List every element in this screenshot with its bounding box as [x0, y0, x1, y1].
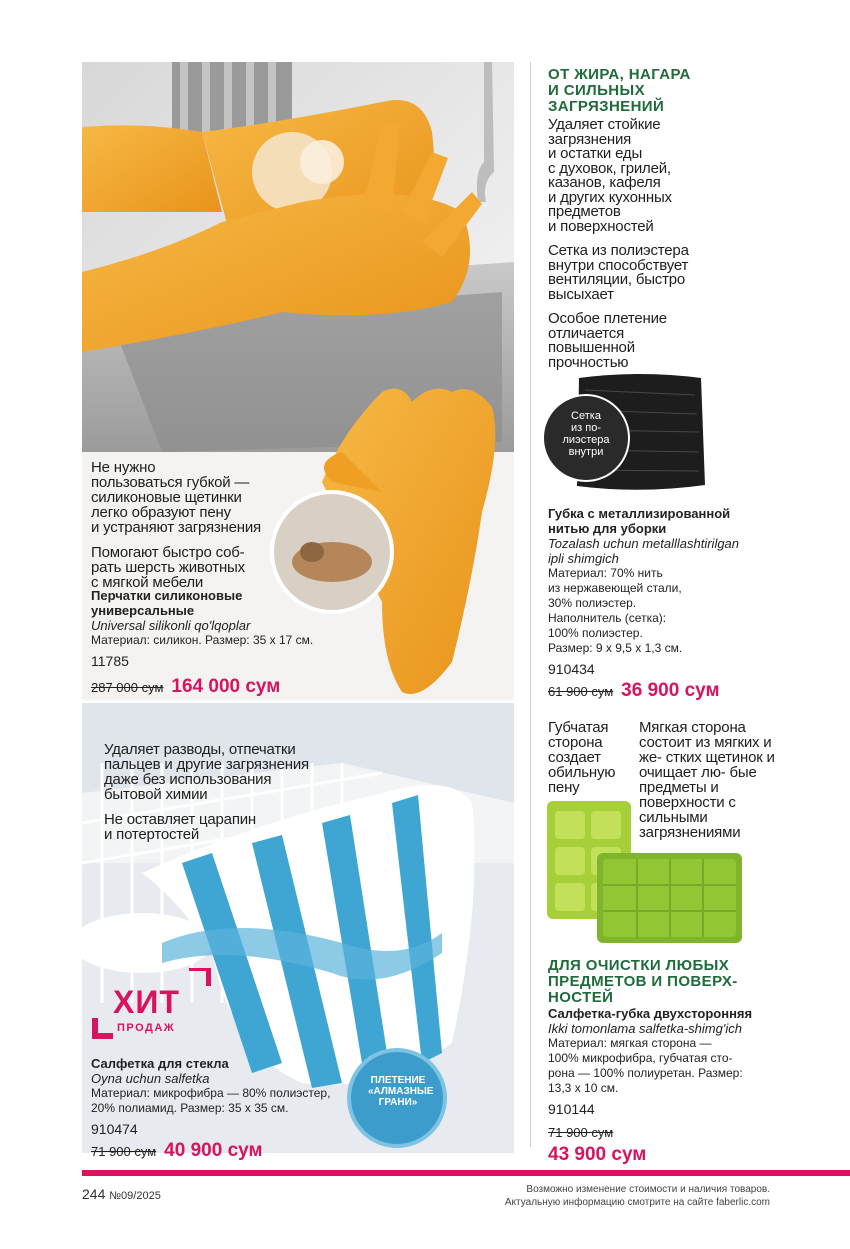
- glass-cloth-benefits: [104, 742, 374, 852]
- double-sponge-name: Салфетка-губка двухсторонняя: [548, 1006, 753, 1021]
- glass-cloth-name: Салфетка для стекла: [91, 1056, 229, 1071]
- double-sponge-new-price: 43 900 сум: [548, 1144, 647, 1165]
- double-sponge-old-price-text: 71 900 сум: [548, 1125, 614, 1140]
- gloves-code: 11785: [91, 653, 129, 669]
- sponge-metal-price: [548, 680, 808, 702]
- hit-label: ХИТ: [113, 984, 180, 1020]
- gloves-benefit-1: Не нужно пользоваться губкой — силиконовые щетинки легко образуют пену и устраняют загрязнения: [91, 459, 261, 536]
- double-sponge-code: 910144: [548, 1101, 595, 1117]
- double-sponge-left-label: Губчатая сторона создает обильную пену: [548, 719, 616, 796]
- gloves-product-info: [91, 588, 391, 698]
- glass-cloth-price: [91, 1140, 381, 1162]
- gloves-old-price: 287 000 сум: [91, 680, 164, 695]
- sponge-metal-benefit-2: Сетка из полиэстера внутри способствует вентиляции, быстро высыхает: [548, 242, 689, 303]
- diamond-weave-badge: ПЛЕТЕНИЕ «АЛМАЗНЫЕ ГРАНИ»: [368, 1075, 434, 1108]
- glass-cloth-product-info: [91, 1056, 381, 1162]
- page-number: 244: [82, 1186, 106, 1202]
- sponge-metal-old-price: 61 900 сум: [548, 684, 614, 699]
- gloves-price: [91, 676, 391, 698]
- footer-accent-bar: [82, 1170, 850, 1176]
- glass-cloth-benefit-1: Удаляет разводы, отпечатки пальцев и другие загрязнения даже без использования бытовой химии: [104, 741, 309, 803]
- glass-cloth-new-price: 40 900 сум: [164, 1140, 263, 1161]
- sponge-metal-benefits: [548, 118, 828, 380]
- gloves-benefit-2: Помогают быстро соб- рать шерсть животных с мягкой мебели: [91, 544, 245, 591]
- gloves-material: Материал: силикон. Размер: 35 x 17 см.: [91, 633, 314, 647]
- glass-cloth-name-uz: Oyna uchun salfetka: [91, 1071, 210, 1086]
- gloves-benefits: [91, 460, 331, 600]
- sponge-metal-title: ОТ ЖИРА, НАГАРА И СИЛЬНЫХ ЗАГРЯЗНЕНИЙ: [548, 66, 691, 115]
- sponge-metal-name: Губка с металлизированной нитью для уборки: [548, 506, 731, 536]
- double-sponge-name-uz: Ikki tomonlama salfetka-shimg'ich: [548, 1021, 742, 1036]
- hit-badge: [91, 968, 211, 1040]
- double-sponge-title: ДЛЯ ОЧИСТКИ ЛЮБЫХ ПРЕДМЕТОВ И ПОВЕРХ- НОСТЕЙ: [548, 957, 738, 1006]
- glass-cloth-material: Материал: микрофибра — 80% полиэстер, 20% полиамид. Размер: 35 x 35 см.: [91, 1086, 331, 1115]
- double-sponge-photo: [545, 795, 745, 945]
- double-sponge-old-price: [548, 1124, 808, 1142]
- sponge-metal-code: 910434: [548, 661, 595, 677]
- gloves-new-price: 164 000 сум: [171, 676, 281, 697]
- gloves-name: Перчатки силиконовые универсальные: [91, 588, 243, 618]
- sponge-metal-product-info: [548, 506, 808, 702]
- sponge-metal-name-uz: Tozalash uchun metalllashtirilgan ipli shimgich: [548, 536, 740, 566]
- footer-note: Возможно изменение стоимости и наличия товаров. Актуальную информацию смотрите на сайте faberlic.com: [504, 1184, 770, 1208]
- glass-cloth-old-price: 71 900 сум: [91, 1144, 157, 1159]
- double-sponge-right-label: Мягкая сторона состоит из мягких и же- стких щетинок и очищает лю- бые предметы и поверхности с сильными загрязнениями: [639, 719, 775, 841]
- issue-number: №09/2025: [109, 1190, 161, 1202]
- footer-page-info: [82, 1186, 161, 1202]
- double-sponge-material: Материал: мягкая сторона — 100% микрофибра, губчатая сто- рона — 100% полиуретан. Размер: 13,3 x 10 см.: [548, 1036, 743, 1095]
- sponge-metal-new-price: 36 900 сум: [621, 680, 720, 701]
- double-sponge-product-info: [548, 1006, 808, 1166]
- polyester-mesh-badge: Сетка из по- лиэстера внутри: [562, 410, 610, 458]
- glass-cloth-benefit-2: Не оставляет царапин и потертостей: [104, 811, 257, 843]
- gloves-name-uz: Universal silikonli qo'lqoplar: [91, 618, 251, 633]
- double-sponge-illustration: [545, 795, 745, 945]
- hit-sub-label: ПРОДАЖ: [117, 1022, 176, 1034]
- sponge-metal-material: Материал: 70% нить из нержавеющей стали, 30% полиэстер. Наполнитель (сетка): 100% полиэстер. Размер: 9 x 9,5 x 1,3 см.: [548, 566, 683, 655]
- glass-cloth-code: 910474: [91, 1121, 138, 1137]
- sponge-metal-benefit-3: Особое плетение отличается повышенной прочностью: [548, 310, 667, 371]
- sponge-metal-benefit-1: Удаляет стойкие загрязнения и остатки еды с духовок, грилей, казанов, кафеля и других кухонных предметов и поверхностей: [548, 116, 672, 235]
- column-divider: [530, 62, 531, 1147]
